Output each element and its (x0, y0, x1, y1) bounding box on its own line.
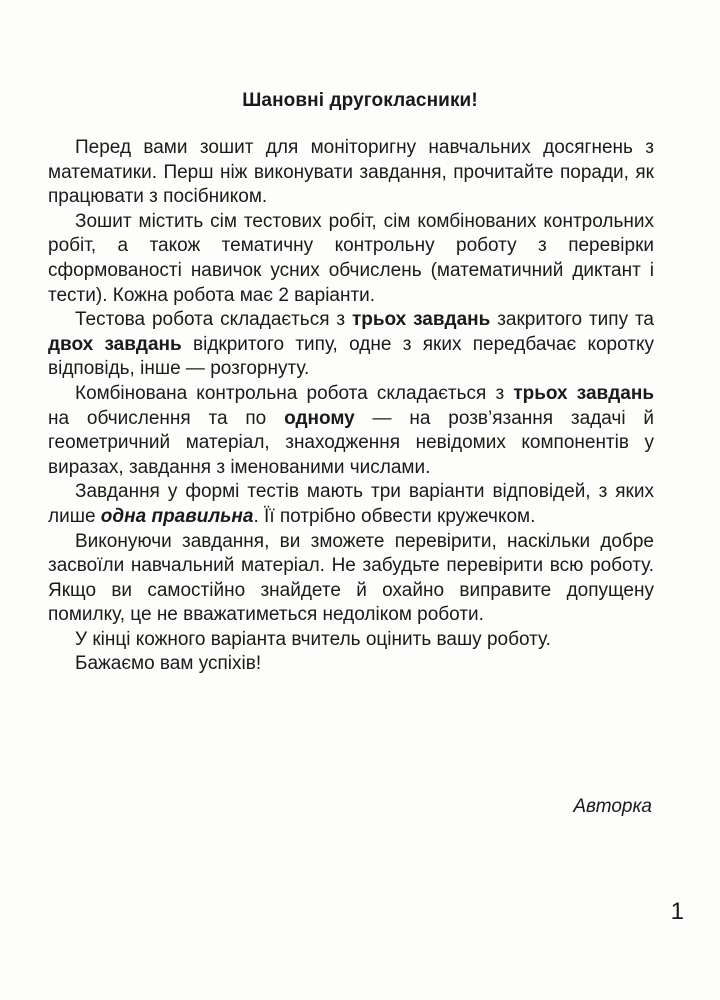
text-span: — на розв’язання задачі й геометричний матеріал, знаходження невідомих компонентів у виразах, завдання з іменованими числами. (48, 407, 655, 478)
author-signature: Авторка (573, 796, 652, 817)
text-span: на обчислення та по (48, 407, 285, 429)
emphasis-three-tasks: трьох завдань (513, 382, 654, 404)
paragraph-wishes: Бажаємо вам успіхів! (75, 653, 262, 675)
page-number: 1 (670, 898, 684, 925)
emphasis-one-correct: одна правильна (100, 505, 254, 527)
page-title: Шановні другокласники! (242, 90, 478, 111)
emphasis-three-tasks: трьох завдань (351, 309, 491, 331)
paragraph-self-check: Виконуючи завдання, ви зможете перевірити, наскільки добре засвоїли навчальний матеріал. Не забудьте перевірити всю роботу. Якщо ви самостійно знайдете й охайно виправите допущену помилку, це не вважатиметься недоліком роботи. (48, 530, 654, 626)
emphasis-two-tasks: двох завдань (48, 333, 182, 355)
text-span: Завдання у формі тестів мають три варіанти відповідей, з яких лише (48, 481, 654, 527)
text-span: Тестова робота складається з (75, 309, 352, 331)
paragraph-intro: Перед вами зошит для моніторигну навчальних досягнень з математики. Перш ніж виконувати завдання, прочитайте поради, як працювати з посібником. (48, 137, 654, 208)
paragraph-contents: Зошит містить сім тестових робіт, сім комбінованих контрольних робіт, а також тематичну контрольну роботу з перевірки сформованості навичок усних обчислень (математичний диктант і тести). Кожна робота має 2 варіанти. (48, 210, 654, 306)
body-text (48, 136, 654, 677)
text-span: закритого типу та (490, 309, 654, 331)
emphasis-one: одному (284, 407, 355, 429)
text-span: Комбінована контрольна робота складається з (75, 382, 514, 404)
paragraph-teacher: У кінці кожного варіанта вчитель оцінить вашу роботу. (75, 628, 551, 650)
paragraph-test-work (48, 308, 654, 382)
paragraph-test-format (48, 480, 654, 529)
text-span: . Її потрібно обвести кружечком. (253, 505, 536, 527)
paragraph-combined-work (48, 382, 654, 480)
text-span: відкритого типу, одне з яких передбачає коротку відповідь, інше — розгорнуту. (48, 333, 654, 380)
